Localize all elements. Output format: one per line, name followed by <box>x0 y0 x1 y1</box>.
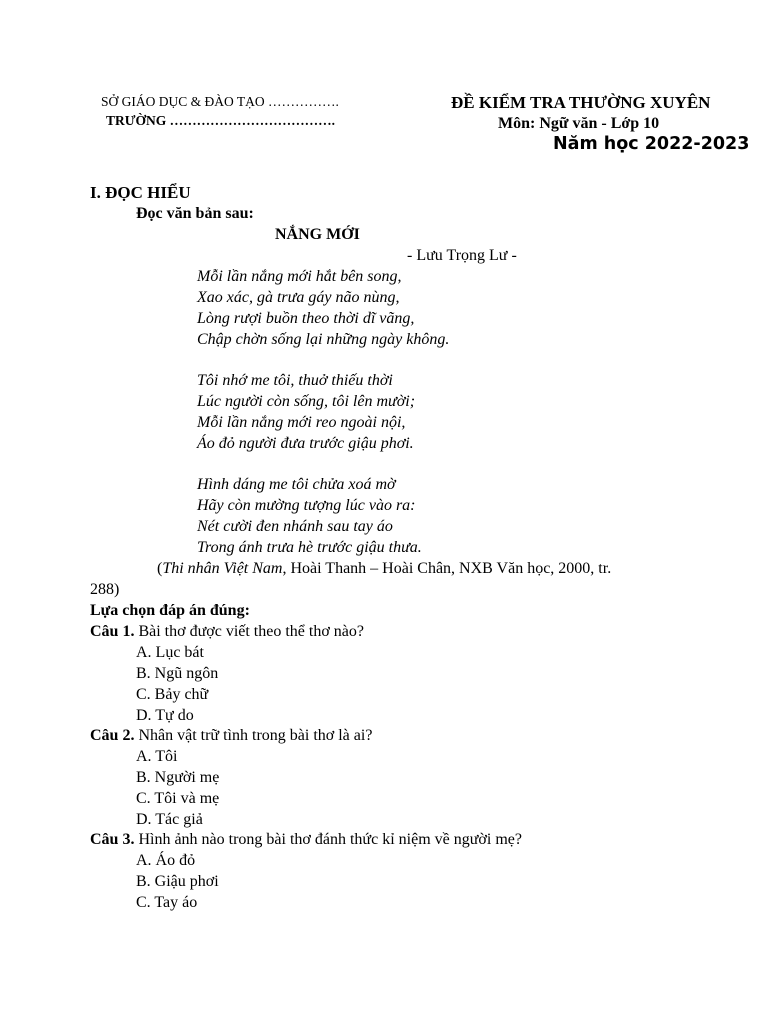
poem-line: Hình dáng me tôi chửa xoá mờ <box>197 476 396 493</box>
answer-option: D. Tác giả <box>136 811 203 828</box>
question-3 <box>90 830 522 850</box>
answer-option: C. Tôi và mẹ <box>136 790 220 807</box>
questions-header: Lựa chọn đáp án đúng: <box>90 602 250 619</box>
answer-option: D. Tự do <box>136 707 194 724</box>
poem-author: - Lưu Trọng Lư - <box>407 247 517 264</box>
poem-line: Lòng rượi buồn theo thời dĩ vãng, <box>197 310 415 327</box>
section-title: I. ĐỌC HIỂU <box>90 183 191 202</box>
source-open: ( <box>157 560 163 577</box>
question-2 <box>90 726 372 746</box>
question-text: Nhân vật trữ tình trong bài thơ là ai? <box>134 727 373 744</box>
source-citation <box>157 559 611 579</box>
poem-line: Chập chờn sống lại những ngày không. <box>197 331 450 348</box>
answer-option: A. Tôi <box>136 748 178 765</box>
department-line: SỞ GIÁO DỤC & ĐÀO TẠO ……………. <box>101 94 339 109</box>
question-label: Câu 2. <box>90 727 135 744</box>
reading-instruction: Đọc văn bản sau: <box>136 205 254 222</box>
poem-line: Trong ánh trưa hè trước giậu thưa. <box>197 539 422 556</box>
poem-line: Tôi nhớ me tôi, thuở thiếu thời <box>197 372 393 389</box>
answer-option: A. Áo đỏ <box>136 852 196 869</box>
poem-line: Lúc người còn sống, tôi lên mười; <box>197 393 416 410</box>
question-text: Bài thơ được viết theo thể thơ nào? <box>134 623 365 640</box>
poem-line: Mỗi lần nắng mới hắt bên song, <box>197 268 402 285</box>
exam-title: ĐỀ KIỂM TRA THƯỜNG XUYÊN <box>451 93 711 112</box>
source-book: Thi nhân Việt Nam <box>162 560 283 577</box>
answer-option: B. Ngũ ngôn <box>136 665 219 682</box>
question-1 <box>90 622 364 642</box>
answer-option: B. Giậu phơi <box>136 873 219 890</box>
poem-line: Áo đỏ người đưa trước giậu phơi. <box>197 435 414 452</box>
answer-option: B. Người mẹ <box>136 769 220 786</box>
poem-title: NẮNG MỚI <box>275 226 360 243</box>
subject-line: Môn: Ngữ văn - Lớp 10 <box>498 115 660 132</box>
answer-option: C. Bảy chữ <box>136 686 209 703</box>
poem-line: Hãy còn mường tượng lúc vào ra: <box>197 497 416 514</box>
poem-line: Nét cười đen nhánh sau tay áo <box>197 518 393 535</box>
poem-line: Xao xác, gà trưa gáy não nùng, <box>197 289 400 306</box>
source-page: 288) <box>90 581 120 598</box>
question-label: Câu 1. <box>90 623 135 640</box>
question-label: Câu 3. <box>90 831 135 848</box>
poem-line: Mỗi lần nắng mới reo ngoài nội, <box>197 414 406 431</box>
question-text: Hình ảnh nào trong bài thơ đánh thức kỉ niệm về người mẹ? <box>134 831 522 848</box>
source-rest: , Hoài Thanh – Hoài Chân, NXB Văn học, 2000, tr. <box>282 560 612 577</box>
answer-option: C. Tay áo <box>136 894 198 911</box>
school-line: TRƯỜNG ………………………………. <box>106 113 335 128</box>
school-year-line: Năm học 2022-2023 <box>553 134 750 154</box>
answer-option: A. Lục bát <box>136 644 204 661</box>
